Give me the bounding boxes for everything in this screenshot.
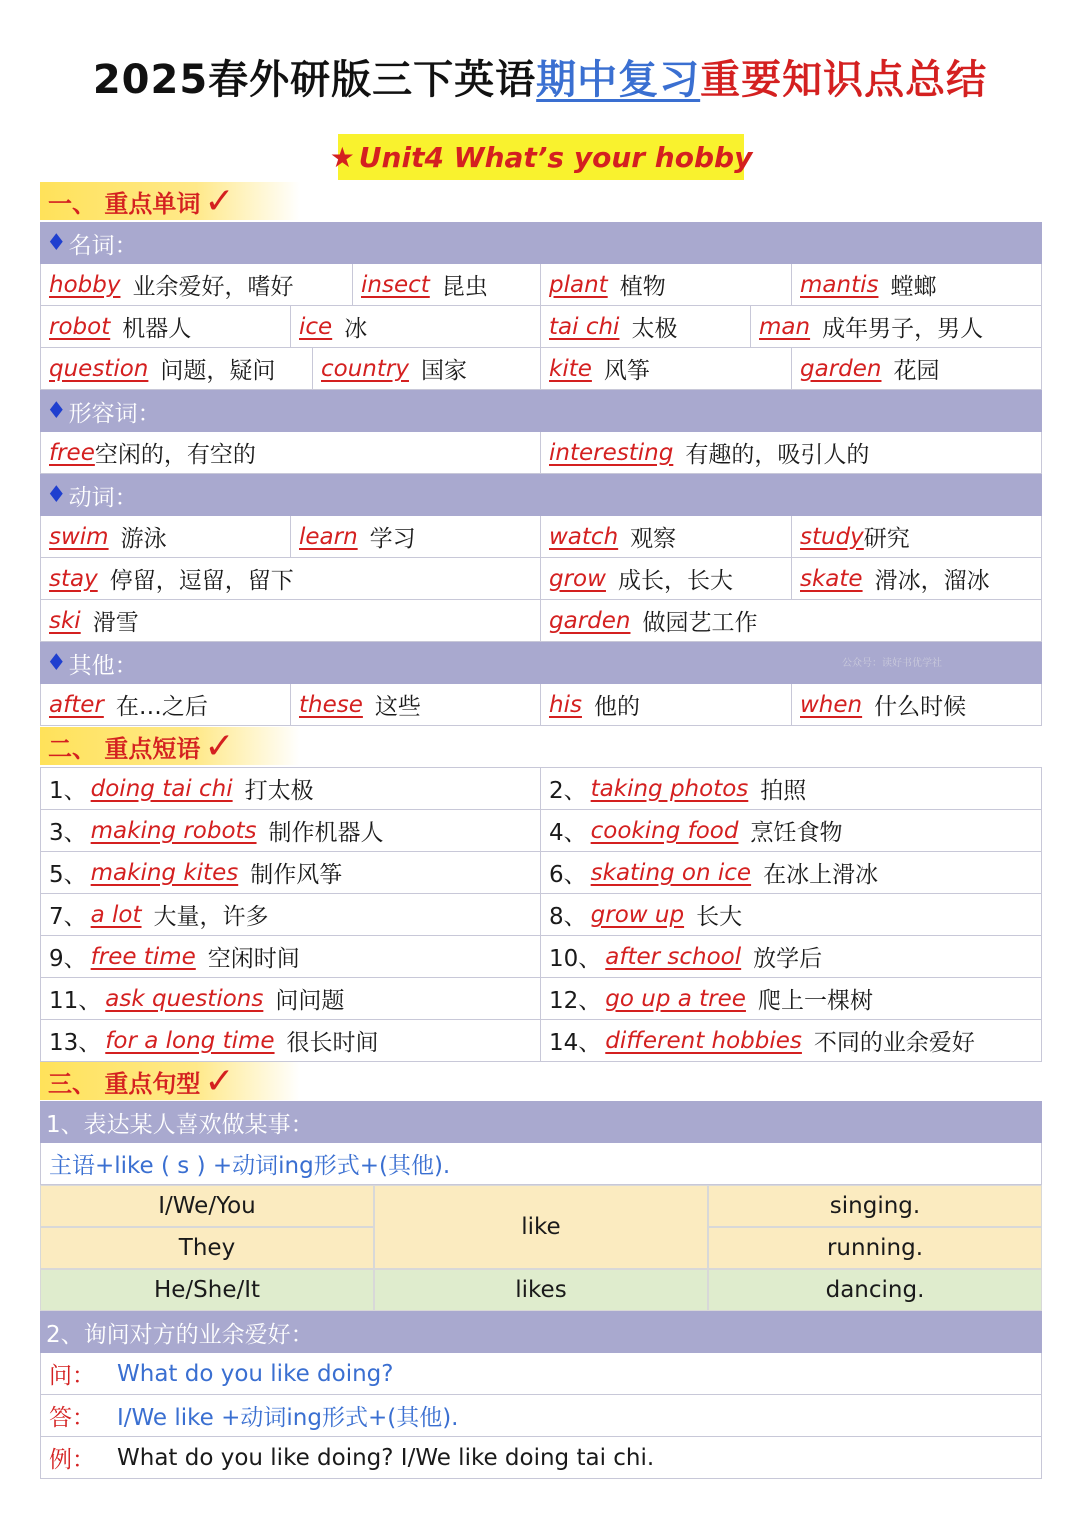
question-row — [40, 1353, 1042, 1395]
question-label: 问： — [49, 1363, 95, 1389]
word-en: robot — [49, 313, 111, 340]
word-zh: 学习 — [369, 526, 416, 552]
grid-verb: likes — [374, 1269, 708, 1311]
phrase-en: ask questions — [105, 985, 264, 1012]
word-en: study — [800, 523, 864, 550]
answer-text: I/We like +动词ing形式+(其他). — [117, 1405, 459, 1431]
table-row — [40, 894, 1042, 936]
word-cell — [541, 684, 792, 725]
phrase-zh: 很长时间 — [286, 1030, 379, 1056]
phrase-number: 12、 — [549, 988, 602, 1014]
word-en: skate — [800, 565, 863, 592]
word-en: these — [299, 691, 363, 718]
phrase-en: taking photos — [590, 775, 749, 802]
word-cell — [353, 264, 541, 305]
title-part-2: 期中复习 — [536, 57, 701, 103]
word-cell — [41, 348, 313, 389]
table-row — [40, 264, 1042, 306]
phrase-en: cooking food — [590, 817, 739, 844]
section-words-label: 一、 重点单词 — [48, 189, 201, 218]
diamond-icon: ♦ — [46, 650, 67, 676]
word-zh: 什么时候 — [874, 694, 967, 720]
word-zh: 停留，逗留，留下 — [109, 568, 294, 594]
phrase-zh: 不同的业余爱好 — [813, 1030, 975, 1056]
word-zh: 成长，长大 — [617, 568, 733, 594]
section-sentences-heading — [40, 1062, 300, 1100]
table-row — [40, 810, 1042, 852]
word-cell — [291, 306, 541, 347]
adjectives-header-label: 形容词： — [68, 400, 161, 427]
phrase-cell — [541, 1020, 1042, 1061]
sentence-1-header — [40, 1101, 1042, 1143]
word-cell — [541, 432, 1042, 473]
word-cell — [41, 264, 353, 305]
phrase-zh: 长大 — [696, 904, 743, 930]
phrase-cell — [541, 852, 1042, 893]
table-row — [40, 1020, 1042, 1062]
table-row — [40, 558, 1042, 600]
phrase-number: 2、 — [549, 778, 587, 804]
table-row — [40, 936, 1042, 978]
table-row — [40, 432, 1042, 474]
unit-title: Unit4 What’s your hobby — [358, 140, 753, 174]
section-phrases-heading — [40, 727, 300, 765]
word-cell — [313, 348, 541, 389]
diamond-icon: ♦ — [46, 482, 67, 508]
word-en: when — [800, 691, 863, 718]
checkmark-icon: ✓ — [204, 725, 235, 767]
question-text: What do you like doing? — [117, 1360, 394, 1387]
table-row — [40, 684, 1042, 726]
phrase-number: 11、 — [49, 988, 102, 1014]
word-zh: 花园 — [893, 358, 940, 384]
word-zh: 国家 — [420, 358, 467, 384]
sentence-2-header — [40, 1311, 1042, 1353]
word-cell — [792, 348, 1042, 389]
word-cell — [541, 348, 792, 389]
phrase-number: 14、 — [549, 1030, 602, 1056]
example-label: 例： — [49, 1447, 95, 1473]
word-cell — [792, 264, 1042, 305]
word-cell — [541, 558, 792, 599]
nouns-header-label: 名词： — [68, 232, 138, 259]
phrase-cell — [41, 978, 541, 1019]
phrase-number: 6、 — [549, 862, 587, 888]
phrase-cell — [541, 810, 1042, 851]
word-en: question — [49, 355, 149, 382]
section-sentences-label: 三、 重点句型 — [48, 1069, 201, 1098]
word-zh: 业余爱好，嗜好 — [132, 274, 294, 300]
phrase-en: different hobbies — [605, 1027, 802, 1054]
word-zh: 螳螂 — [890, 274, 937, 300]
sentence-1-header-label: 1、表达某人喜欢做某事： — [46, 1111, 314, 1138]
table-row — [40, 978, 1042, 1020]
phrase-cell — [41, 894, 541, 935]
phrase-en: free time — [90, 943, 196, 970]
word-cell — [792, 558, 1042, 599]
word-en: plant — [549, 271, 608, 298]
phrase-en: a lot — [90, 901, 142, 928]
word-en: hobby — [49, 271, 121, 298]
word-cell — [41, 558, 541, 599]
phrase-en: doing tai chi — [90, 775, 233, 802]
phrase-en: skating on ice — [590, 859, 752, 886]
word-cell — [291, 684, 541, 725]
word-zh: 问题，疑问 — [160, 358, 276, 384]
word-en: insect — [361, 271, 430, 298]
phrase-en: making kites — [90, 859, 239, 886]
table-row — [40, 348, 1042, 390]
checkmark-icon: ✓ — [204, 1060, 235, 1102]
word-zh: 滑雪 — [92, 610, 139, 636]
word-zh: 风筝 — [603, 358, 650, 384]
answer-label: 答： — [49, 1405, 95, 1431]
verbs-header-label: 动词： — [68, 484, 138, 511]
word-en: garden — [549, 607, 631, 634]
phrase-number: 8、 — [549, 904, 587, 930]
phrase-cell — [41, 768, 541, 809]
table-row — [40, 516, 1042, 558]
phrase-number: 9、 — [49, 946, 87, 972]
phrase-cell — [41, 936, 541, 977]
example-text: What do you like doing? I/We like doing tai chi. — [117, 1444, 655, 1471]
phrase-zh: 放学后 — [753, 946, 823, 972]
word-cell — [41, 516, 291, 557]
word-en: ice — [299, 313, 333, 340]
table-row — [40, 768, 1042, 810]
sentence-2-header-label: 2、询问对方的业余爱好： — [46, 1321, 314, 1348]
title-part-1: 2025春外研版三下英语 — [92, 57, 537, 103]
phrase-cell — [541, 936, 1042, 977]
unit-banner — [329, 134, 753, 180]
others-header-label: 其他： — [68, 652, 138, 679]
table-row — [40, 600, 1042, 642]
phrase-en: for a long time — [105, 1027, 275, 1054]
table-row — [40, 306, 1042, 348]
word-cell — [41, 306, 291, 347]
word-zh: 他的 — [593, 694, 640, 720]
word-zh: 这些 — [374, 694, 421, 720]
diamond-icon: ♦ — [46, 230, 67, 256]
word-zh: 空闲的，有空的 — [94, 442, 256, 468]
example-row — [40, 1437, 1042, 1479]
word-cell — [41, 432, 541, 473]
phrase-number: 13、 — [49, 1030, 102, 1056]
phrase-zh: 拍照 — [760, 778, 807, 804]
word-en: mantis — [800, 271, 879, 298]
phrase-zh: 烹饪食物 — [750, 820, 843, 846]
word-zh: 观察 — [630, 526, 677, 552]
phrase-zh: 空闲时间 — [207, 946, 300, 972]
word-zh: 机器人 — [122, 316, 192, 342]
word-en: man — [759, 313, 811, 340]
phrase-zh: 爬上一棵树 — [757, 988, 873, 1014]
word-cell — [541, 306, 751, 347]
word-zh: 在…之后 — [115, 694, 208, 720]
grid-subject: I/We/You — [40, 1185, 374, 1227]
grid-subject: They — [40, 1227, 374, 1269]
word-zh: 做园艺工作 — [642, 610, 758, 636]
phrase-number: 5、 — [49, 862, 87, 888]
pattern-grid — [40, 1185, 1042, 1311]
word-zh: 太极 — [631, 316, 678, 342]
section-phrases-label: 二、 重点短语 — [48, 734, 201, 763]
star-icon: ★ — [329, 140, 355, 174]
watermark: 公众号：读好书优学社 — [842, 658, 942, 669]
grid-verb: like — [374, 1185, 708, 1269]
phrase-number: 4、 — [549, 820, 587, 846]
phrase-cell — [41, 1020, 541, 1061]
word-en: his — [549, 691, 582, 718]
phrase-number: 1、 — [49, 778, 87, 804]
phrase-zh: 在冰上滑冰 — [763, 862, 879, 888]
word-cell — [541, 600, 1042, 641]
word-zh: 成年男子，男人 — [822, 316, 984, 342]
word-en: swim — [49, 523, 109, 550]
word-en: watch — [549, 523, 619, 550]
phrase-cell — [541, 978, 1042, 1019]
adjectives-header — [40, 390, 1042, 432]
word-en: tai chi — [549, 313, 620, 340]
word-zh: 有趣的，吸引人的 — [685, 442, 870, 468]
word-en: garden — [800, 355, 882, 382]
phrases-table — [40, 767, 1042, 1056]
word-cell — [541, 264, 792, 305]
checkmark-icon: ✓ — [204, 180, 235, 222]
word-cell — [792, 516, 1042, 557]
phrase-en: grow up — [590, 901, 685, 928]
phrase-number: 3、 — [49, 820, 87, 846]
word-en: after — [49, 691, 104, 718]
phrase-en: go up a tree — [605, 985, 746, 1012]
phrase-cell — [541, 894, 1042, 935]
word-zh: 滑冰，溜冰 — [874, 568, 990, 594]
phrase-zh: 打太极 — [244, 778, 314, 804]
grid-object: dancing. — [708, 1269, 1042, 1311]
phrase-zh: 制作机器人 — [268, 820, 384, 846]
grid-object: singing. — [708, 1185, 1042, 1227]
verbs-header — [40, 474, 1042, 516]
word-en: country — [321, 355, 409, 382]
phrase-number: 7、 — [49, 904, 87, 930]
word-cell — [541, 516, 792, 557]
word-en: stay — [49, 565, 98, 592]
phrase-cell — [541, 768, 1042, 809]
word-en: grow — [549, 565, 606, 592]
word-zh: 昆虫 — [441, 274, 488, 300]
word-zh: 冰 — [344, 316, 368, 342]
word-cell — [291, 516, 541, 557]
word-en: interesting — [549, 439, 674, 466]
sentence-1-pattern: 主语+like ( s ) +动词ing形式+(其他). — [40, 1143, 1042, 1185]
word-en: free — [49, 439, 95, 466]
phrase-cell — [41, 852, 541, 893]
table-row — [40, 852, 1042, 894]
nouns-header — [40, 222, 1042, 264]
word-cell — [751, 306, 1042, 347]
answer-row — [40, 1395, 1042, 1437]
phrase-zh: 大量，许多 — [153, 904, 269, 930]
word-cell — [41, 600, 541, 641]
word-zh: 植物 — [619, 274, 666, 300]
page-title — [0, 48, 1080, 105]
grid-subject: He/She/It — [40, 1269, 374, 1311]
word-zh: 研究 — [863, 526, 910, 552]
phrase-en: after school — [605, 943, 742, 970]
word-cell — [41, 684, 291, 725]
phrase-zh: 制作风筝 — [250, 862, 343, 888]
phrase-en: making robots — [90, 817, 257, 844]
phrase-cell — [41, 810, 541, 851]
title-part-3: 重要知识点总结 — [700, 57, 988, 103]
grid-object: running. — [708, 1227, 1042, 1269]
word-en: kite — [549, 355, 592, 382]
word-en: learn — [299, 523, 358, 550]
word-zh: 游泳 — [120, 526, 167, 552]
diamond-icon: ♦ — [46, 398, 67, 424]
others-header — [40, 642, 1042, 684]
phrase-number: 10、 — [549, 946, 602, 972]
word-cell — [792, 684, 1042, 725]
phrase-zh: 问问题 — [275, 988, 345, 1014]
section-words-heading — [40, 182, 300, 220]
word-en: ski — [49, 607, 81, 634]
